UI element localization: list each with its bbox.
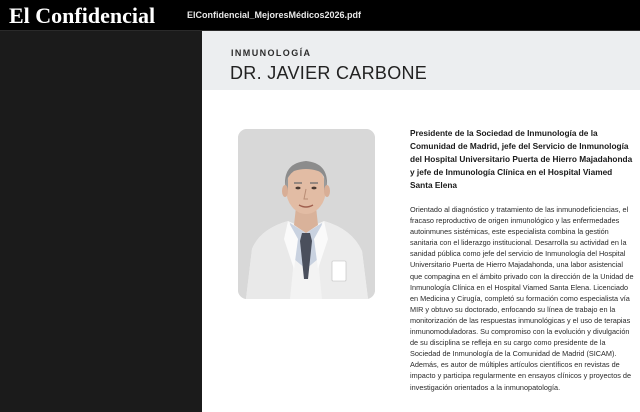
page-header-band (202, 31, 640, 90)
pdf-page (202, 31, 640, 412)
doctor-role-summary: Presidente de la Sociedad de Inmunología de la Comunidad de Madrid, jefe del Servicio de Inmunología del Hospital Universitario Puerta de Hierro Majadahonda y jefe de Inmunología Clínica en el Hospital Viamed Santa Elena (410, 128, 633, 191)
doctor-photo (238, 129, 375, 299)
site-logo: El Confidencial (9, 3, 156, 28)
document-file-name: ElConfidencial_MejoresMédicos2026.pdf (187, 10, 362, 20)
pdf-viewer-toolbar (0, 0, 640, 31)
doctor-portrait-image (238, 129, 375, 299)
doctor-name: DR. JAVIER CARBONE (230, 63, 428, 83)
specialty-label: INMUNOLOGÍA (231, 48, 312, 58)
doctor-biography: Orientado al diagnóstico y tratamiento de las inmunodeficiencias, el fracaso reproductivo de origen inmunológico y las enfermedades autoinmunes sistémicas, este especialista combina la gestión sanitaria con el liderazgo institucional. Desarrolla su actividad en la sanidad pública como jefe del servicio de Inmunología del Hospital Universitario Puerta de Hierro Majadahonda, una labor asistencial que compagina en el ámbito privado con la dirección de la Unidad de Inmunología Clínica en el Hospital Viamed Santa Elena. Licenciado en Medicina y Cirugía, completó su formación como especialista vía MIR y obtuvo su doctorado, enfocando su línea de trabajo en la monitorización de las respuestas inmunológicas y el uso de terapias inmunomoduladoras. Su compromiso con la evolución y divulgación de su disciplina se refleja en su cargo como presidente de la Sociedad de Inmunología de la Comunidad de Madrid (SICAM). Además, es autor de múltiples artículos científicos en revistas de impacto y participa regularmente en ensayos clínicos y proyectos de investigación orientados a la inmunopatología. (410, 205, 634, 392)
